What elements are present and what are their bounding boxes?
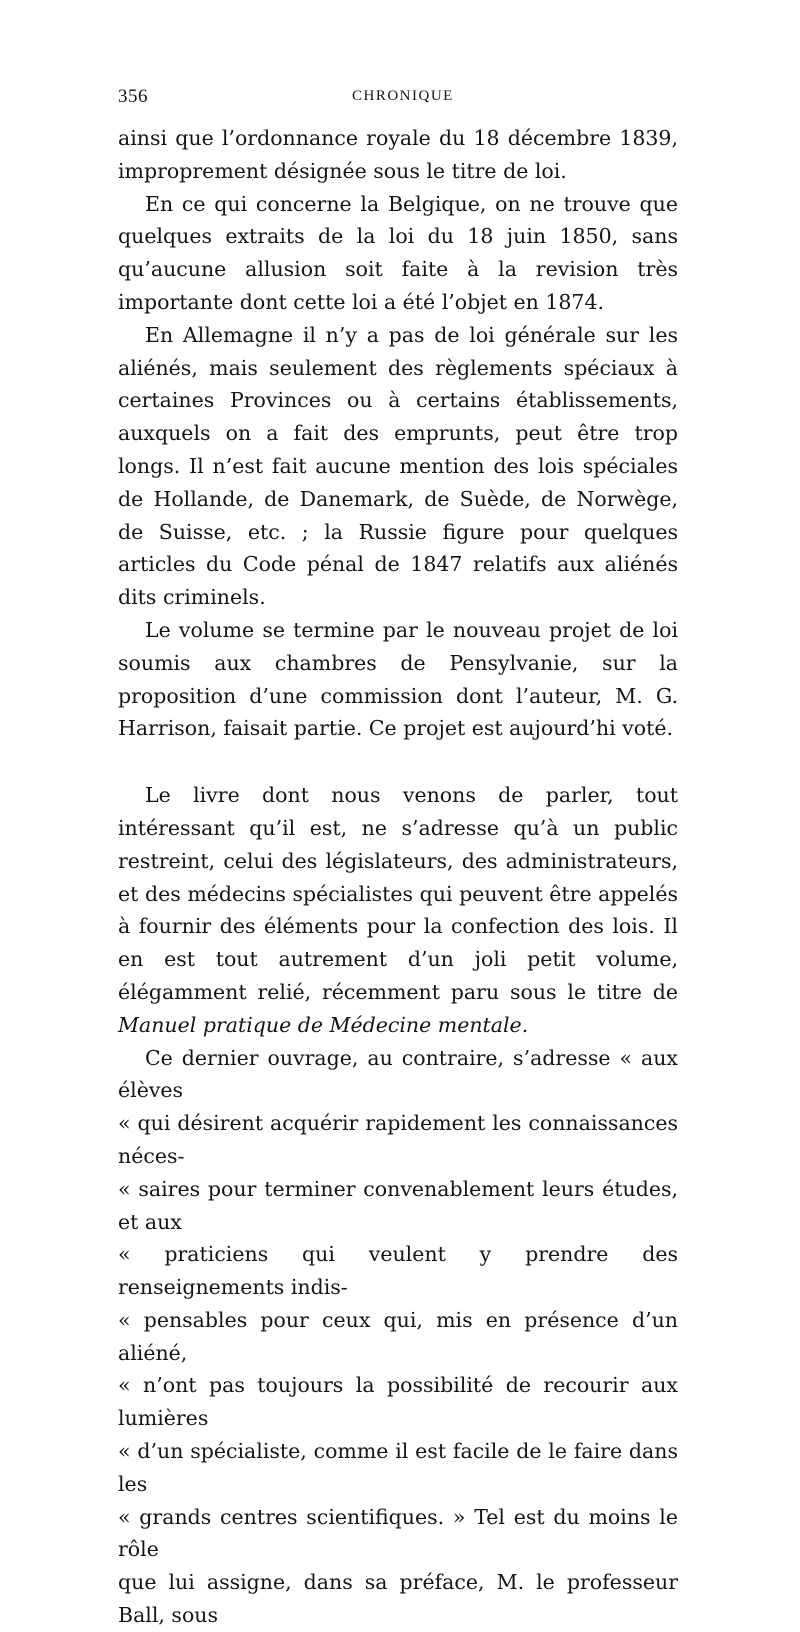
paragraph-6	[118, 1042, 678, 1632]
section-gap	[118, 745, 678, 779]
running-title: CHRONIQUE	[352, 88, 454, 104]
paragraph-4: Le volume se termine par le nouveau projet de loi soumis aux chambres de Pensylvanie, sur la proposition d’une commission dont l’auteur, M. G. Harrison, faisait partie. Ce projet est aujourd’hi voté.	[118, 617, 678, 741]
paragraph-2: En ce qui concerne la Belgique, on ne trouve que quelques extraits de la loi du 18 juin 1850, sans qu’aucune allusion soit faite à la revision très importante dont cette loi a été l’objet en 1874.	[118, 191, 678, 314]
quote-line: « saires pour terminer convenablement leurs études, et aux	[118, 1176, 678, 1234]
body-text	[118, 122, 678, 1632]
paragraph-5	[118, 779, 678, 1041]
page-header	[118, 86, 676, 116]
paragraph-5-text: Le livre dont nous venons de parler, tout intéressant qu’il est, ne s’adresse qu’à un public restreint, celui des législateurs, des administrateurs, et des médecins spécialistes qui peuvent être appelés à fournir des éléments pour la confection des lois. Il en est tout autrement d’un joli petit volume, élégamment relié, récemment paru sous le titre de	[118, 783, 678, 1004]
paragraph-3: En Allemagne il n’y a pas de loi générale sur les aliénés, mais seulement des règlements spéciaux à certaines Provinces ou à certains établissements, auxquels on a fait des emprunts, peut être trop longs. Il n’est fait aucune mention des lois spéciales de Hollande, de Danemark, de Suède, de Norwège, de Suisse, etc. ; la Russie figure pour quelques articles du Code pénal de 1847 relatifs aux aliénés dits criminels.	[118, 322, 678, 610]
quote-line: « n’ont pas toujours la possibilité de recourir aux lumières	[118, 1373, 678, 1431]
quote-line: que lui assigne, dans sa préface, M. le professeur Ball, sous	[118, 1570, 678, 1628]
page-number: 356	[118, 86, 148, 107]
book-title: Manuel pratique de Médecine mentale.	[118, 1012, 529, 1037]
quote-line: « qui désirent acquérir rapidement les connaissances néces-	[118, 1111, 678, 1168]
paragraph-1: ainsi que l’ordonnance royale du 18 décembre 1839, improprement désignée sous le titre de loi.	[118, 126, 678, 183]
quote-line: « pensables pour ceux qui, mis en présence d’un aliéné,	[118, 1307, 678, 1365]
quote-line: Ce dernier ouvrage, au contraire, s’adresse « aux élèves	[118, 1045, 678, 1103]
quote-line: « d’un spécialiste, comme il est facile de le faire dans les	[118, 1439, 678, 1496]
quote-line: « praticiens qui veulent y prendre des renseignements indis-	[118, 1242, 678, 1300]
quote-line: « grands centres scientifiques. » Tel est du moins le rôle	[118, 1504, 678, 1562]
